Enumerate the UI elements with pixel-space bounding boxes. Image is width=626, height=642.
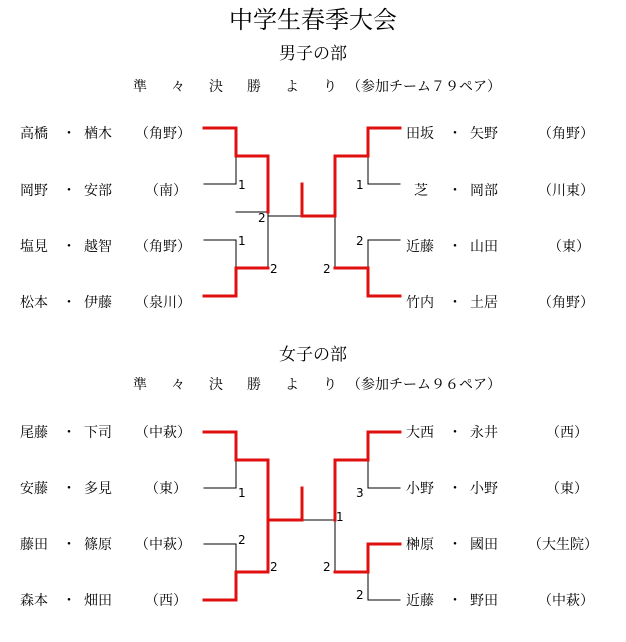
girls-score: 2 [356, 588, 364, 602]
separator-dot: ・ [62, 126, 76, 142]
player-name: 田坂 [406, 126, 434, 142]
boys-score: 2 [323, 262, 331, 276]
team-name: （中萩） [135, 425, 191, 441]
boys-score: 1 [238, 178, 246, 192]
team-name: （西） [546, 425, 588, 441]
subtitle-char: り [323, 79, 337, 95]
player-name: 大西 [406, 425, 434, 441]
player-name: 塩見 [20, 239, 48, 255]
team-name: （中萩） [135, 537, 191, 553]
subtitle-char: り [323, 377, 337, 393]
player-name: 芝 [414, 183, 428, 199]
separator-dot: ・ [62, 537, 76, 553]
girls-score: 1 [336, 510, 344, 524]
player-name: 安部 [84, 183, 112, 199]
team-name: （角野） [538, 295, 594, 311]
player-name: 岡野 [20, 183, 48, 199]
girls-score: 2 [238, 533, 246, 547]
team-name: （南） [145, 183, 187, 199]
separator-dot: ・ [448, 537, 462, 553]
team-name: （中萩） [538, 593, 594, 609]
subtitle-char: よ [285, 79, 299, 95]
player-name: 篠原 [84, 537, 112, 553]
player-name: 楢木 [84, 126, 112, 142]
girls-heading: 女子の部 [279, 345, 347, 365]
girls-winner-lines [204, 432, 400, 600]
player-name: 森本 [20, 593, 48, 609]
separator-dot: ・ [448, 126, 462, 142]
separator-dot: ・ [62, 295, 76, 311]
player-name: 近藤 [406, 239, 434, 255]
team-name: （東） [145, 481, 187, 497]
separator-dot: ・ [62, 239, 76, 255]
player-name: 矢野 [470, 126, 498, 142]
separator-dot: ・ [448, 183, 462, 199]
team-name: （角野） [135, 239, 191, 255]
separator-dot: ・ [448, 425, 462, 441]
player-name: 越智 [84, 239, 112, 255]
player-name: 藤田 [20, 537, 48, 553]
player-name: 永井 [470, 425, 498, 441]
subtitle-participants: （参加チーム９６ペア） [347, 377, 501, 393]
player-name: 榊原 [406, 537, 434, 553]
player-name: 土居 [470, 295, 498, 311]
team-name: （角野） [135, 126, 191, 142]
player-name: 伊藤 [84, 295, 112, 311]
subtitle-char: 決 [209, 79, 223, 95]
separator-dot: ・ [62, 481, 76, 497]
separator-dot: ・ [62, 425, 76, 441]
subtitle-char: 準 [133, 377, 147, 393]
subtitle-participants: （参加チーム７９ペア） [347, 79, 501, 95]
subtitle-char: 勝 [247, 79, 261, 95]
subtitle-char: 準 [133, 79, 147, 95]
player-name: 國田 [470, 537, 498, 553]
subtitle-char: よ [285, 377, 299, 393]
player-name: 岡部 [470, 183, 498, 199]
player-name: 下司 [84, 425, 112, 441]
team-name: （西） [145, 593, 187, 609]
team-name: （角野） [538, 126, 594, 142]
boys-score: 2 [258, 211, 266, 225]
girls-score: 1 [238, 486, 246, 500]
player-name: 小野 [406, 481, 434, 497]
separator-dot: ・ [62, 593, 76, 609]
player-name: 高橋 [20, 126, 48, 142]
player-name: 野田 [470, 593, 498, 609]
team-name: （東） [546, 481, 588, 497]
player-name: 尾藤 [20, 425, 48, 441]
team-name: （泉川） [135, 295, 191, 311]
player-name: 竹内 [406, 295, 434, 311]
page-title: 中学生春季大会 [229, 6, 397, 34]
boys-winner-lines [204, 128, 400, 296]
boys-score: 1 [356, 178, 364, 192]
player-name: 畑田 [84, 593, 112, 609]
subtitle-char: 々 [171, 79, 185, 95]
player-name: 近藤 [406, 593, 434, 609]
team-name: （大生院） [528, 537, 598, 553]
player-name: 松本 [20, 295, 48, 311]
separator-dot: ・ [448, 295, 462, 311]
player-name: 山田 [470, 239, 498, 255]
player-name: 安藤 [20, 481, 48, 497]
girls-score: 2 [323, 560, 331, 574]
girls-score: 2 [270, 560, 278, 574]
subtitle-char: 々 [171, 377, 185, 393]
boys-score: 2 [270, 262, 278, 276]
separator-dot: ・ [448, 481, 462, 497]
player-name: 小野 [470, 481, 498, 497]
girls-score: 3 [356, 486, 364, 500]
boys-heading: 男子の部 [279, 44, 347, 64]
subtitle-char: 勝 [247, 377, 261, 393]
team-name: （東） [548, 239, 590, 255]
separator-dot: ・ [448, 239, 462, 255]
boys-score: 1 [238, 234, 246, 248]
separator-dot: ・ [62, 183, 76, 199]
separator-dot: ・ [448, 593, 462, 609]
team-name: （川東） [538, 183, 594, 199]
subtitle-char: 決 [209, 377, 223, 393]
player-name: 多見 [84, 481, 112, 497]
boys-score: 2 [356, 234, 364, 248]
